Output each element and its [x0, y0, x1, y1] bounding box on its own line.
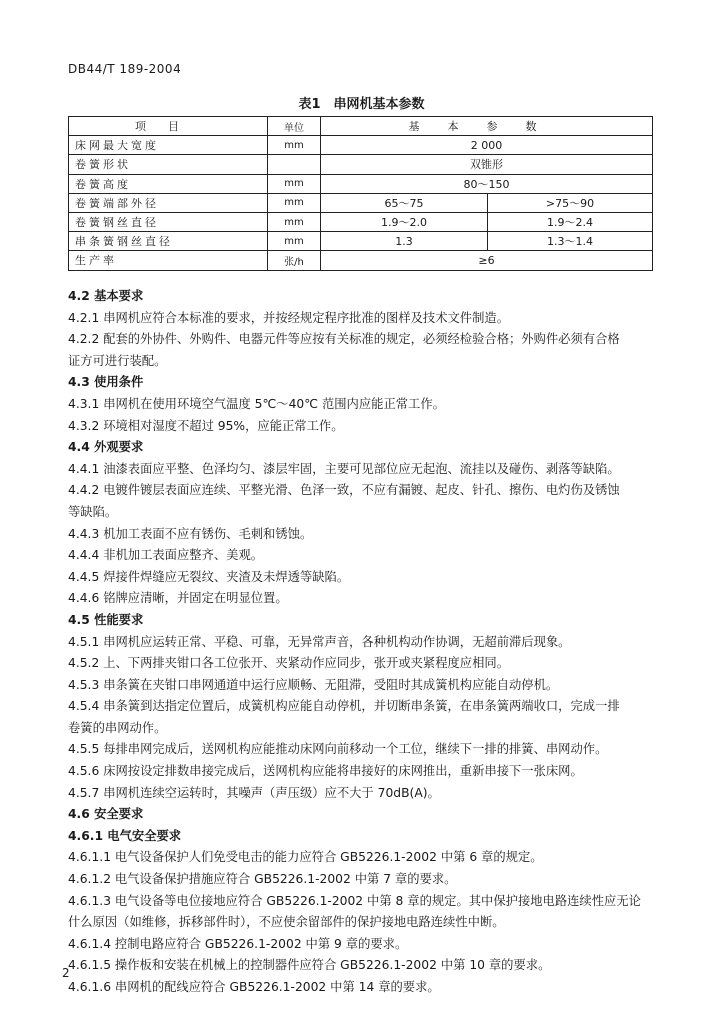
paragraph-line: 4.6.1.2 电气设备保护措施应符合 GB5226.1-2002 中第 7 章的要求。 — [68, 872, 457, 887]
section-heading: 4.2 基本要求 — [68, 289, 144, 303]
paragraph-line: 4.4.5 焊接件焊缝应无裂纹、夹渣及未焊透等缺陷。 — [68, 569, 350, 584]
row-item: 卷簧高度 — [69, 174, 268, 193]
paragraph-line: 4.4.3 机加工表面不应有锈伤、毛刺和锈蚀。 — [68, 526, 313, 541]
row-unit — [268, 155, 321, 174]
paragraph-line: 4.2.2 配套的外协件、外购件、电器元件等应按有关标准的规定，必须经检验合格；外购件必须有合格 — [68, 332, 620, 347]
table-title: 表1 串网机基本参数 — [298, 97, 425, 112]
paragraph-line: 4.6.1.5 操作板和安装在机械上的控制器件应符合 GB5226.1-2002 中第 10 章的要求。 — [68, 958, 551, 973]
paragraph-line: 4.6.1.4 控制电路应符合 GB5226.1-2002 中第 9 章的要求。 — [68, 936, 408, 951]
paragraph-line: 4.5.2 上、下两排夹钳口各工位张开、夹紧动作应同步，张开或夹紧程度应相同。 — [68, 656, 509, 671]
paragraph-line: 4.6.1.6 串网机的配线应符合 GB5226.1-2002 中第 14 章的要求。 — [68, 980, 440, 994]
paragraph-line: 4.4.2 电镀件镀层表面应连续、平整光滑、色泽一致，不应有漏镀、起皮、针孔、擦伤、电灼伤及锈蚀 — [68, 483, 620, 498]
table-row — [69, 193, 653, 212]
header-unit: 单位 — [268, 117, 321, 136]
paragraph-line: 4.6.1.3 电气设备等电位接地应符合 GB5226.1-2002 中第 8 章的规定。其中保护接地电路连续性应无论 — [68, 893, 641, 908]
paragraph-line: 4.5.5 每排串网完成后，送网机构应能推动床网向前移动一个工位，继续下一排的排簧、串网动作。 — [68, 742, 608, 757]
paragraph-line: 4.4.1 油漆表面应平整、色泽均匀、漆层牢固，主要可见部位应无起泡、流挂以及碰伤、剥落等缺陷。 — [68, 461, 620, 476]
table-row — [69, 232, 653, 251]
row-value-2: 1.3～1.4 — [488, 232, 653, 251]
paragraph-line: 什么原因（如维修，拆移部件时），不应使余留部件的保护接地电路连续性中断。 — [68, 915, 505, 930]
paragraph-line: 4.5.7 串网机连续空运转时，其噪声（声压级）应不大于 70dB(A)。 — [68, 785, 440, 800]
row-value: ≥6 — [321, 251, 653, 270]
body-text — [68, 286, 658, 999]
parameter-table — [68, 116, 653, 271]
paragraph-line: 4.5.1 串网机应运转正常、平稳、可靠，无异常声音，各种机构动作协调，无超前滞后现象。 — [68, 634, 571, 649]
paragraph-line: 4.4.4 非机加工表面应整齐、美观。 — [68, 548, 264, 563]
paragraph-line: 4.6.1.1 电气设备保护人们免受电击的能力应符合 GB5226.1-2002 中第 6 章的规定。 — [68, 850, 543, 865]
row-item: 生产率 — [69, 251, 268, 270]
row-unit: mm — [268, 232, 321, 251]
table-header-row — [69, 117, 653, 136]
row-item: 床网最大宽度 — [69, 136, 268, 155]
row-value: 双锥形 — [321, 155, 653, 174]
paragraph-line: 4.5.4 串条簧到达指定位置后，成簧机构应能自动停机，并切断串条簧，在串条簧两端收口，完成一排 — [68, 699, 620, 714]
row-item: 串条簧钢丝直径 — [69, 232, 268, 251]
paragraph-line: 4.3.1 串网机在使用环境空气温度 5℃～40℃ 范围内应能正常工作。 — [68, 396, 445, 411]
table-row — [69, 155, 653, 174]
row-value: 80～150 — [321, 174, 653, 193]
row-value-1: 1.9～2.0 — [321, 212, 488, 231]
paragraph-line: 卷簧的串网动作。 — [68, 720, 167, 735]
row-value: 2 000 — [321, 136, 653, 155]
table-row — [69, 136, 653, 155]
paragraph-line: 证方可进行装配。 — [68, 353, 167, 368]
row-unit: mm — [268, 193, 321, 212]
page-number: 2 — [62, 966, 70, 980]
header-params: 基本参数 — [321, 117, 653, 136]
table-row — [69, 212, 653, 231]
paragraph-line: 4.3.2 环境相对湿度不超过 95%，应能正常工作。 — [68, 418, 344, 433]
row-unit: 张/h — [268, 251, 321, 270]
row-item: 卷簧端部外径 — [69, 193, 268, 212]
paragraph-line: 等缺陷。 — [68, 504, 118, 519]
row-unit: mm — [268, 212, 321, 231]
section-heading: 4.6.1 电气安全要求 — [68, 828, 182, 843]
paragraph-line: 4.2.1 串网机应符合本标准的要求，并按经规定程序批准的图样及技术文件制造。 — [68, 310, 509, 325]
paragraph-line: 4.5.3 串条簧在夹钳口串网通道中运行应顺畅、无阻滞，受阻时其成簧机构应能自动停机。 — [68, 677, 559, 692]
row-unit: mm — [268, 136, 321, 155]
row-item: 卷簧形状 — [69, 155, 268, 174]
section-heading: 4.6 安全要求 — [68, 807, 144, 822]
section-heading: 4.3 使用条件 — [68, 375, 144, 390]
row-unit: mm — [268, 174, 321, 193]
table-row — [69, 251, 653, 270]
row-item: 卷簧钢丝直径 — [69, 212, 268, 231]
paragraph-line: 4.4.6 铭牌应清晰，并固定在明显位置。 — [68, 591, 288, 606]
header-item: 项目 — [69, 117, 268, 136]
section-heading: 4.5 性能要求 — [68, 612, 144, 627]
row-value-1: 65～75 — [321, 193, 488, 212]
row-value-2: >75～90 — [488, 193, 653, 212]
paragraph-line: 4.5.6 床网按设定排数串接完成后，送网机构应能将串接好的床网推出，重新串接下一张床网。 — [68, 764, 583, 779]
section-heading: 4.4 外观要求 — [68, 440, 144, 455]
document-code: DB44/T 189-2004 — [68, 62, 182, 76]
table-row — [69, 174, 653, 193]
row-value-1: 1.3 — [321, 232, 488, 251]
row-value-2: 1.9～2.4 — [488, 212, 653, 231]
